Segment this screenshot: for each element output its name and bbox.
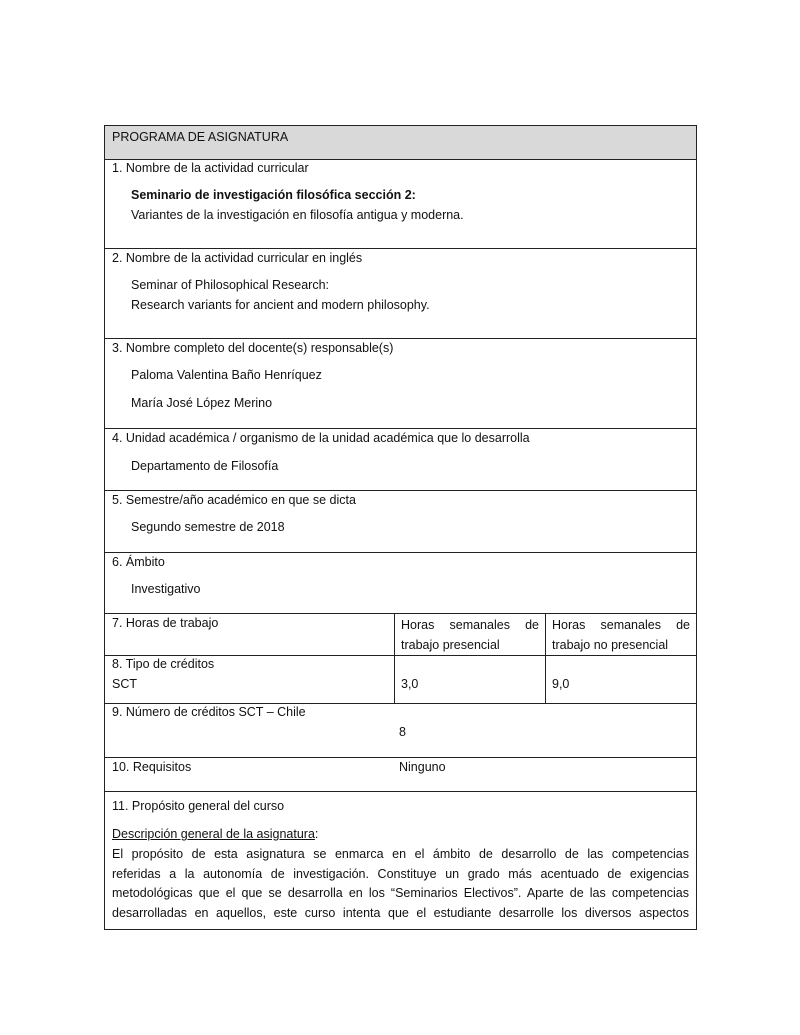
- section-7-label: 7. Horas de trabajo: [112, 616, 219, 630]
- course-name-title: Seminario de investigación filosófica sección 2:: [131, 188, 416, 202]
- paragraph-line: metodológicas que el que se desarrolla en los “Seminarios Electivos”. Aparte de las competencias: [112, 886, 689, 900]
- general-description-subheading: Descripción general de la asignatura:: [112, 827, 319, 841]
- section-semester: [104, 491, 697, 553]
- column-divider: [545, 614, 546, 655]
- section-credit-type: [104, 656, 697, 704]
- academic-unit-value: Departamento de Filosofía: [131, 459, 279, 473]
- section-11-label: 11. Propósito general del curso: [112, 799, 285, 813]
- section-academic-unit: [104, 429, 697, 491]
- teacher-name: María José López Merino: [131, 396, 273, 410]
- section-8-label: 8. Tipo de créditos: [112, 657, 215, 671]
- column-divider: [545, 656, 546, 703]
- section-2-label: 2. Nombre de la actividad curricular en inglés: [112, 251, 363, 265]
- section-requirements: [104, 758, 697, 792]
- presencial-hours-header-line-1: Horas semanales de: [401, 618, 539, 632]
- paragraph-line: desarrolladas en aquellos, este curso intenta que el estudiante desarrolle los diversos aspectos: [112, 905, 689, 920]
- paragraph-line: referidas a la autonomía de investigación. Constituye un grado más acentuado de exigencias: [112, 866, 689, 881]
- section-1-label: 1. Nombre de la actividad curricular: [112, 161, 309, 175]
- teacher-name: Paloma Valentina Baño Henríquez: [131, 368, 322, 382]
- english-name-line-1: Seminar of Philosophical Research:: [131, 278, 330, 292]
- section-course-name: [104, 159, 697, 249]
- section-credits: [104, 704, 697, 758]
- section-10-label: 10. Requisitos: [112, 760, 192, 774]
- course-name-subtitle: Variantes de la investigación en filosofía antigua y moderna.: [131, 208, 464, 222]
- section-scope: [104, 553, 697, 614]
- english-name-line-2: Research variants for ancient and modern philosophy.: [131, 298, 430, 312]
- scope-value: Investigativo: [131, 582, 201, 596]
- presencial-hours-header-line-2: trabajo presencial: [401, 637, 500, 652]
- no-presencial-hours-value: 9,0: [552, 677, 570, 691]
- section-teachers: [104, 339, 697, 429]
- course-description-paragraph: [112, 845, 689, 923]
- section-4-label: 4. Unidad académica / organismo de la unidad académica que lo desarrolla: [112, 431, 530, 445]
- section-5-label: 5. Semestre/año académico en que se dicta: [112, 493, 356, 507]
- column-divider: [394, 656, 395, 703]
- section-work-hours: [104, 614, 697, 656]
- section-3-label: 3. Nombre completo del docente(s) responsable(s): [112, 341, 394, 355]
- section-6-label: 6. Ámbito: [112, 555, 165, 569]
- header-row: [104, 125, 697, 160]
- credit-type-value: SCT: [112, 677, 137, 691]
- presencial-hours-value: 3,0: [401, 677, 419, 691]
- section-course-name-english: [104, 249, 697, 339]
- paragraph-line: El propósito de esta asignatura se enmarca en el ámbito de desarrollo de las competencias: [112, 847, 689, 861]
- section-9-label: 9. Número de créditos SCT – Chile: [112, 705, 306, 719]
- column-divider: [394, 614, 395, 655]
- semester-value: Segundo semestre de 2018: [131, 520, 285, 534]
- no-presencial-hours-header-line-2: trabajo no presencial: [552, 637, 669, 652]
- requirements-value: Ninguno: [399, 760, 446, 774]
- credits-value: 8: [399, 725, 406, 739]
- no-presencial-hours-header-line-1: Horas semanales de: [552, 618, 690, 632]
- section-course-purpose: [104, 792, 697, 930]
- form-title: PROGRAMA DE ASIGNATURA: [112, 130, 289, 144]
